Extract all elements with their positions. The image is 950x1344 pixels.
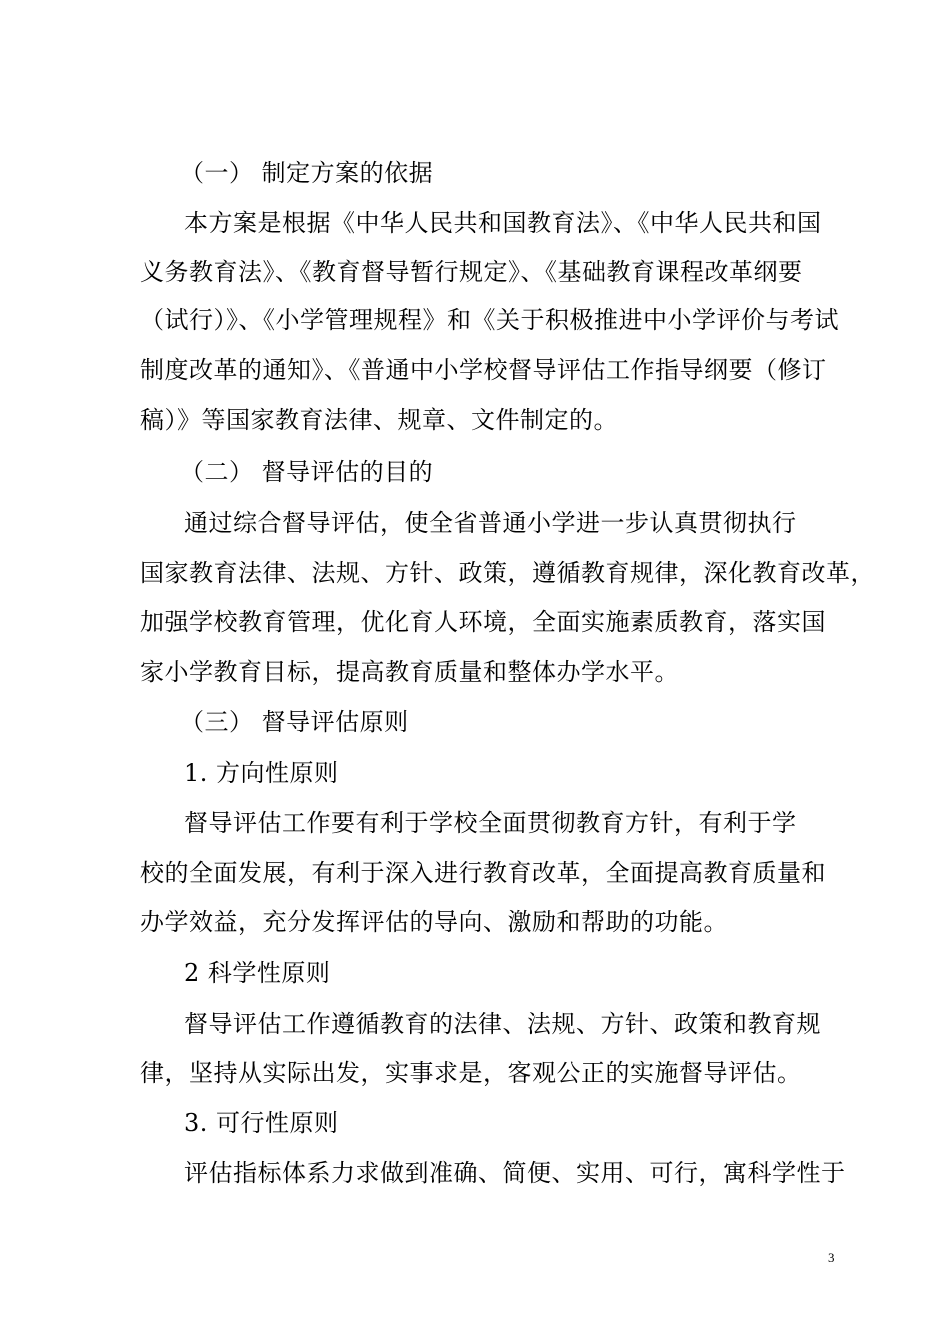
- paragraph-line: 律，坚持从实际出发，实事求是，客观公正的实施督导评估。: [140, 1059, 802, 1087]
- paragraph-line: 国家教育法律、法规、方针、政策，遵循教育规律，深化教育改革，: [140, 559, 875, 587]
- subsection-heading-1: 1. 方向性原则: [184, 759, 339, 787]
- subsection-heading-3: 3. 可行性原则: [184, 1109, 339, 1137]
- paragraph-line: 通过综合督导评估，使全省普通小学进一步认真贯彻执行: [184, 509, 797, 537]
- section-heading-1: （一） 制定方案的依据: [180, 159, 434, 187]
- paragraph-line: 义务教育法》、《教育督导暂行规定》、《基础教育课程改革纲要: [140, 258, 803, 286]
- section-heading-3: （三） 督导评估原则: [180, 708, 409, 736]
- paragraph-line: 评估指标体系力求做到准确、简便、实用、可行，寓科学性于: [184, 1159, 846, 1187]
- page-number: 3: [828, 1250, 835, 1265]
- paragraph-line: 加强学校教育管理，优化育人环境，全面实施素质教育，落实国: [140, 608, 826, 636]
- paragraph-line: 校的全面发展，有利于深入进行教育改革，全面提高教育质量和: [140, 859, 826, 887]
- paragraph-line: 稿）》等国家教育法律、规章、文件制定的。: [140, 406, 618, 434]
- paragraph-line: 本方案是根据《中华人民共和国教育法》、《中华人民共和国: [184, 209, 822, 237]
- section-heading-2: （二） 督导评估的目的: [180, 458, 434, 486]
- paragraph-line: （试行）》、《小学管理规程》和《关于积极推进中小学评价与考试: [140, 306, 839, 334]
- paragraph-line: 督导评估工作遵循教育的法律、法规、方针、政策和教育规: [184, 1010, 821, 1038]
- paragraph-line: 家小学教育目标，提高教育质量和整体办学水平。: [140, 658, 679, 686]
- paragraph-line: 督导评估工作要有利于学校全面贯彻教育方针，有利于学: [184, 809, 797, 837]
- paragraph-line: 办学效益，充分发挥评估的导向、激励和帮助的功能。: [140, 908, 728, 936]
- paragraph-line: 制度改革的通知》、《普通中小学校督导评估工作指导纲要（修订: [140, 356, 827, 384]
- subsection-heading-2: 2 科学性原则: [184, 959, 331, 987]
